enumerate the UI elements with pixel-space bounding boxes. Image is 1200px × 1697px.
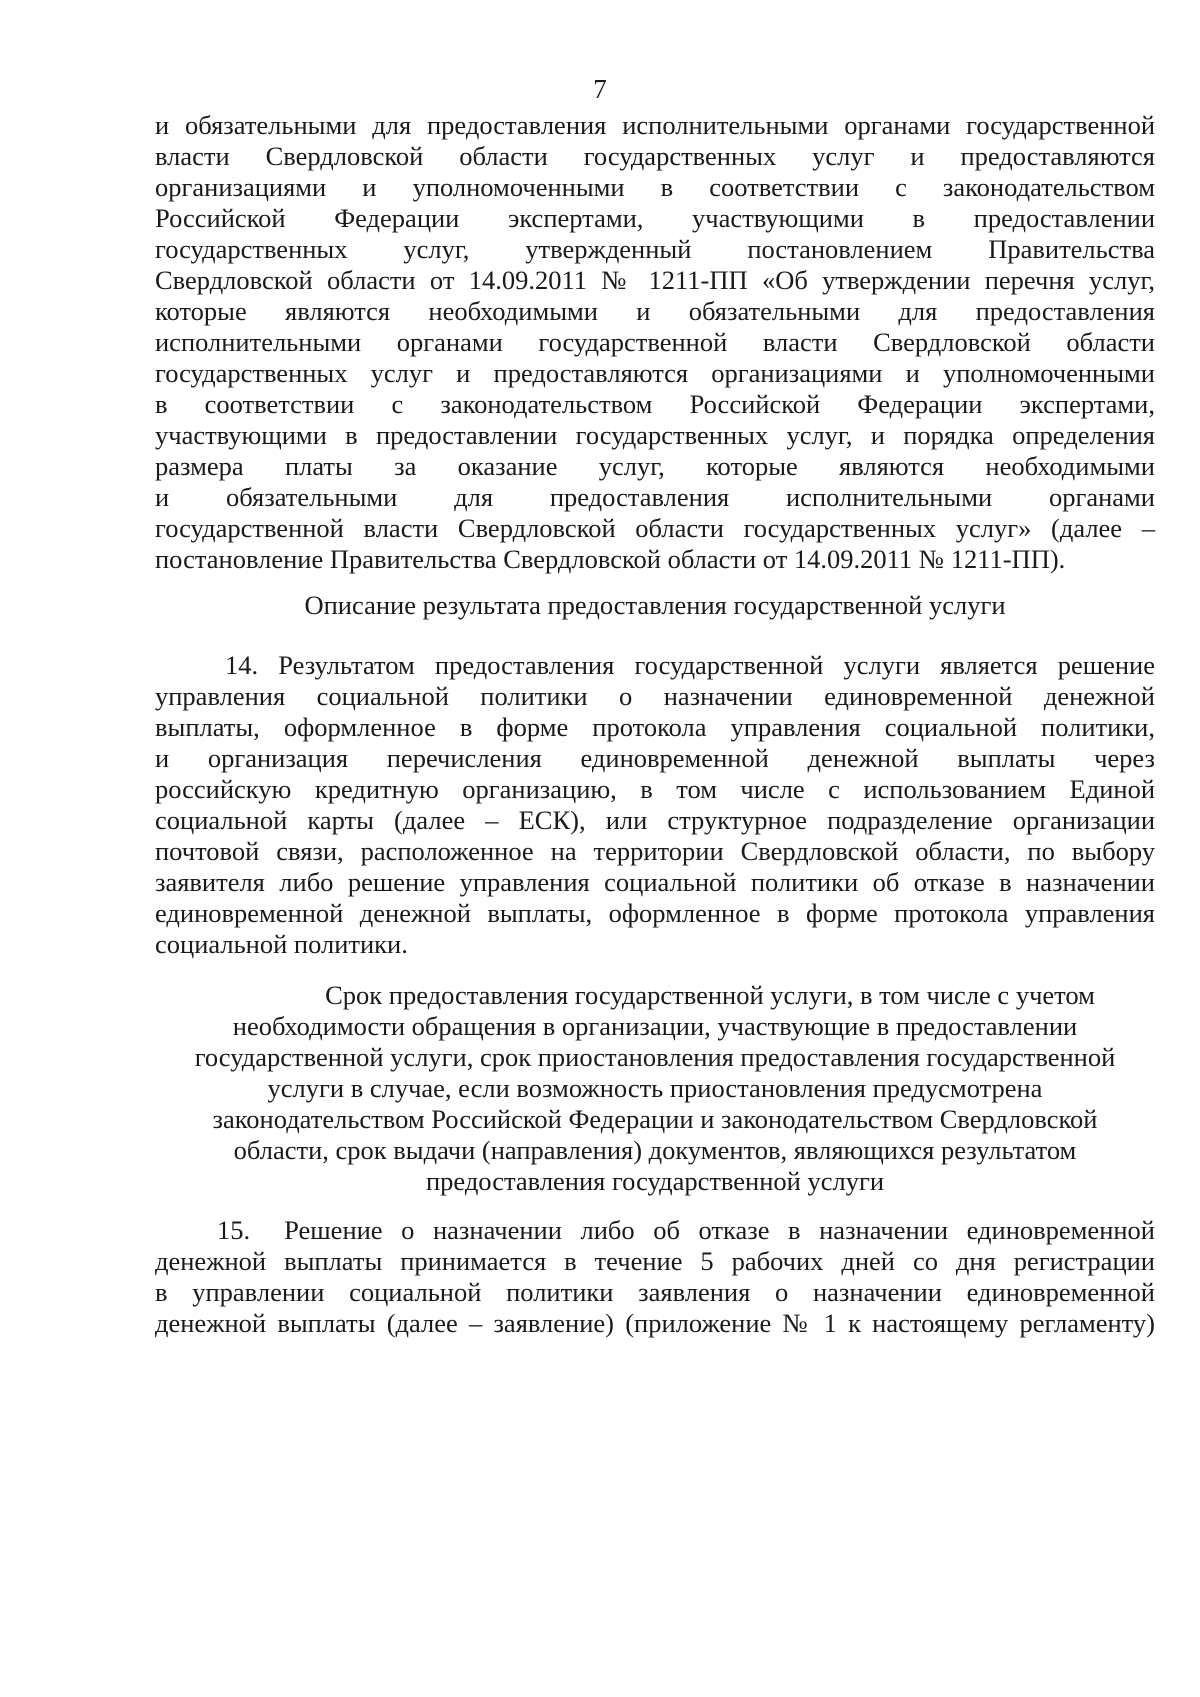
heading-line: государственной услуги, срок приостановления предоставления государственной bbox=[194, 1042, 1116, 1072]
text-line: государственной власти Свердловской области государственных услуг» (далее – bbox=[155, 513, 1155, 543]
text-line: размера платы за оказание услуг, которые являются необходимыми bbox=[155, 451, 1155, 481]
section-heading-term bbox=[155, 980, 1155, 1197]
heading-line: необходимости обращения в организации, участвующие в предоставлении bbox=[232, 1011, 1078, 1041]
heading-line: области, срок выдачи (направления) документов, являющихся результатом bbox=[233, 1135, 1077, 1165]
text-line: российскую кредитную организацию, в том числе с использованием Единой bbox=[155, 774, 1155, 804]
text-line: социальной политики. bbox=[155, 929, 408, 959]
text-line: Свердловской области от 14.09.2011 № 1211-ПП «Об утверждении перечня услуг, bbox=[155, 265, 1155, 295]
text-line: государственных услуг и предоставляются организациями и уполномоченными bbox=[155, 358, 1155, 388]
text-line: власти Свердловской области государственных услуг и предоставляются bbox=[155, 141, 1155, 171]
heading-line: услуги в случае, если возможность приостановления предусмотрена bbox=[267, 1073, 1043, 1103]
text-line: и организация перечисления единовременной денежной выплаты через bbox=[155, 743, 1155, 773]
text-line bbox=[155, 1215, 1155, 1246]
text-line-content: Решение о назначении либо об отказе в назначении единовременной bbox=[284, 1215, 1155, 1245]
text-line: выплаты, оформленное в форме протокола управления социальной политики, bbox=[155, 712, 1155, 742]
text-line: организациями и уполномоченными в соответствии с законодательством bbox=[155, 172, 1155, 202]
paragraph-15 bbox=[155, 1215, 1155, 1339]
text-line: в соответствии с законодательством Российской Федерации экспертами, bbox=[155, 389, 1155, 419]
heading-line: законодательством Российской Федерации и законодательством Свердловской bbox=[212, 1104, 1098, 1134]
paragraph-14 bbox=[155, 650, 1155, 960]
text-line: денежной выплаты принимается в течение 5 рабочих дней со дня регистрации bbox=[155, 1246, 1155, 1276]
paragraph-continuation bbox=[155, 110, 1155, 575]
paragraph-number: 15. bbox=[217, 1215, 251, 1245]
heading-line: Срок предоставления государственной услуги, в том числе с учетом bbox=[325, 980, 1095, 1010]
page-number: 7 bbox=[593, 74, 607, 104]
heading-line: предоставления государственной услуги bbox=[425, 1166, 885, 1196]
text-line: единовременной денежной выплаты, оформленное в форме протокола управления bbox=[155, 898, 1155, 928]
text-line: и обязательными для предоставления исполнительными органами государственной bbox=[155, 110, 1155, 140]
text-line: управления социальной политики о назначении единовременной денежной bbox=[155, 681, 1155, 711]
text-line: 14. Результатом предоставления государственной услуги является решение bbox=[225, 650, 1155, 680]
section-heading-result bbox=[155, 590, 1155, 621]
text-line: почтовой связи, расположенное на территории Свердловской области, по выбору bbox=[155, 836, 1155, 866]
text-line: исполнительными органами государственной власти Свердловской области bbox=[155, 327, 1155, 357]
text-line: государственных услуг, утвержденный постановлением Правительства bbox=[155, 234, 1155, 264]
text-line: и обязательными для предоставления исполнительными органами bbox=[155, 482, 1155, 512]
text-line: денежной выплаты (далее – заявление) (приложение № 1 к настоящему регламенту) bbox=[155, 1308, 1155, 1338]
text-line: Российской Федерации экспертами, участвующими в предоставлении bbox=[155, 203, 1155, 233]
text-line: участвующими в предоставлении государственных услуг, и порядка определения bbox=[155, 420, 1155, 450]
text-line: социальной карты (далее – ЕСК), или структурное подразделение организации bbox=[155, 805, 1155, 835]
text-line: которые являются необходимыми и обязательными для предоставления bbox=[155, 296, 1155, 326]
text-line: в управлении социальной политики заявления о назначении единовременной bbox=[155, 1277, 1155, 1307]
text-line: заявителя либо решение управления социальной политики об отказе в назначении bbox=[155, 867, 1155, 897]
heading-line: Описание результата предоставления государственной услуги bbox=[304, 590, 1006, 620]
text-line: постановление Правительства Свердловской области от 14.09.2011 № 1211-ПП). bbox=[155, 544, 1066, 574]
